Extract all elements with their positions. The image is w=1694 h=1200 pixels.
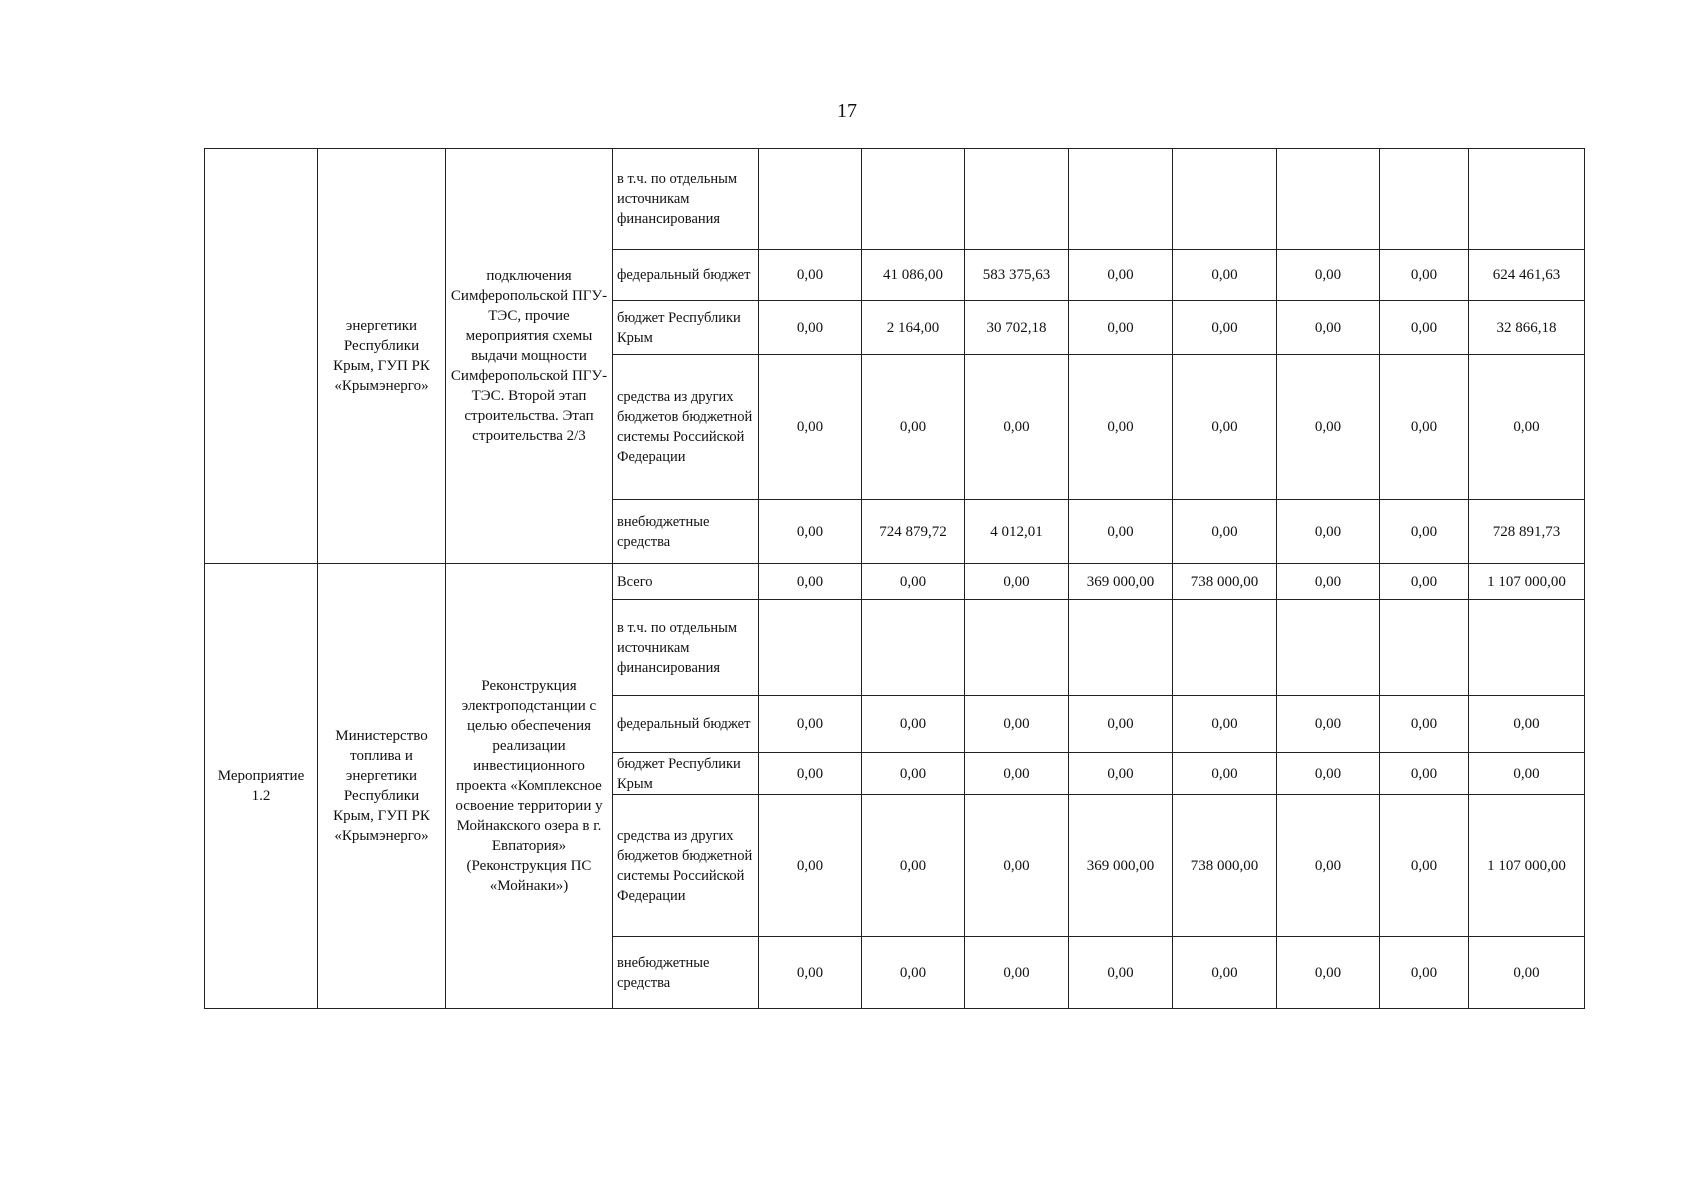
value-cell (1277, 149, 1380, 250)
value-cell: 738 000,00 (1173, 795, 1277, 937)
funding-source: внебюджетные средства (613, 937, 759, 1009)
value-cell: 0,00 (759, 696, 862, 753)
value-cell: 0,00 (862, 937, 965, 1009)
value-cell: 0,00 (1469, 937, 1585, 1009)
value-cell: 0,00 (1380, 937, 1469, 1009)
value-cell: 0,00 (1277, 795, 1380, 937)
value-cell: 0,00 (1277, 564, 1380, 600)
funding-source: федеральный бюджет (613, 250, 759, 301)
value-cell: 2 164,00 (862, 301, 965, 355)
value-cell: 0,00 (1277, 500, 1380, 564)
value-cell: 0,00 (1380, 753, 1469, 795)
value-cell: 369 000,00 (1069, 795, 1173, 937)
value-cell: 0,00 (1277, 937, 1380, 1009)
measure-cell: Мероприятие 1.2 (205, 564, 318, 1009)
value-cell: 724 879,72 (862, 500, 965, 564)
funding-source: средства из других бюджетов бюджетной системы Российской Федерации (613, 795, 759, 937)
value-cell: 0,00 (1380, 795, 1469, 937)
value-cell (1069, 600, 1173, 696)
value-cell: 0,00 (1173, 355, 1277, 500)
funding-source: в т.ч. по отдельным источникам финансирования (613, 600, 759, 696)
value-cell: 0,00 (965, 696, 1069, 753)
funding-source: федеральный бюджет (613, 696, 759, 753)
value-cell: 0,00 (1277, 696, 1380, 753)
value-cell: 0,00 (1380, 355, 1469, 500)
value-cell: 0,00 (1173, 500, 1277, 564)
value-cell: 0,00 (1380, 564, 1469, 600)
value-cell: 0,00 (1380, 250, 1469, 301)
value-cell: 0,00 (1380, 301, 1469, 355)
value-cell (1469, 149, 1585, 250)
value-cell (1380, 149, 1469, 250)
value-cell: 0,00 (965, 564, 1069, 600)
value-cell: 0,00 (1173, 301, 1277, 355)
value-cell: 32 866,18 (1469, 301, 1585, 355)
value-cell (965, 600, 1069, 696)
executor-cell: энергетики Республики Крым, ГУП РК «Крымэнерго» (318, 149, 446, 564)
value-cell: 0,00 (862, 795, 965, 937)
value-cell: 0,00 (1069, 250, 1173, 301)
description-cell: Реконструкция электроподстанции с целью обеспечения реализации инвестиционного проекта «Комплексное освоение территории у Мойнакского озера в г. Евпатория» (Реконструкция ПС «Мойнаки») (446, 564, 613, 1009)
value-cell: 1 107 000,00 (1469, 795, 1585, 937)
description-cell: подключения Симферопольской ПГУ-ТЭС, прочие мероприятия схемы выдачи мощности Симферопольской ПГУ-ТЭС. Второй этап строительства. Этап строительства 2/3 (446, 149, 613, 564)
value-cell: 583 375,63 (965, 250, 1069, 301)
table-row (205, 564, 1585, 600)
executor-cell: Министерство топлива и энергетики Республики Крым, ГУП РК «Крымэнерго» (318, 564, 446, 1009)
funding-source: бюджет Республики Крым (613, 301, 759, 355)
value-cell: 0,00 (1277, 250, 1380, 301)
value-cell: 0,00 (759, 564, 862, 600)
value-cell: 0,00 (1069, 753, 1173, 795)
value-cell: 0,00 (759, 250, 862, 301)
value-cell (759, 149, 862, 250)
value-cell (759, 600, 862, 696)
value-cell: 0,00 (1380, 500, 1469, 564)
value-cell: 369 000,00 (1069, 564, 1173, 600)
value-cell: 1 107 000,00 (1469, 564, 1585, 600)
value-cell: 0,00 (1173, 753, 1277, 795)
value-cell (1380, 600, 1469, 696)
value-cell: 0,00 (1069, 696, 1173, 753)
value-cell: 0,00 (1277, 355, 1380, 500)
value-cell: 0,00 (1069, 301, 1173, 355)
value-cell: 0,00 (759, 937, 862, 1009)
value-cell: 0,00 (1173, 696, 1277, 753)
value-cell: 0,00 (759, 500, 862, 564)
value-cell (1469, 600, 1585, 696)
value-cell: 30 702,18 (965, 301, 1069, 355)
value-cell: 4 012,01 (965, 500, 1069, 564)
value-cell: 0,00 (965, 937, 1069, 1009)
value-cell (1069, 149, 1173, 250)
value-cell: 0,00 (862, 355, 965, 500)
funding-source: Всего (613, 564, 759, 600)
value-cell (862, 149, 965, 250)
budget-table (204, 148, 1585, 1009)
value-cell: 0,00 (1173, 250, 1277, 301)
funding-source: бюджет Республики Крым (613, 753, 759, 795)
value-cell (1173, 149, 1277, 250)
value-cell: 0,00 (965, 795, 1069, 937)
value-cell: 0,00 (1277, 301, 1380, 355)
value-cell: 0,00 (1173, 937, 1277, 1009)
value-cell: 0,00 (1380, 696, 1469, 753)
value-cell: 0,00 (759, 301, 862, 355)
value-cell (1277, 600, 1380, 696)
value-cell: 0,00 (759, 753, 862, 795)
measure-cell-empty (205, 149, 318, 564)
funding-source: внебюджетные средства (613, 500, 759, 564)
value-cell: 41 086,00 (862, 250, 965, 301)
page-number: 17 (837, 100, 857, 122)
value-cell: 728 891,73 (1469, 500, 1585, 564)
value-cell: 0,00 (1469, 753, 1585, 795)
table-row (205, 149, 1585, 250)
value-cell: 0,00 (965, 753, 1069, 795)
value-cell: 0,00 (1469, 696, 1585, 753)
value-cell: 0,00 (1069, 355, 1173, 500)
value-cell: 624 461,63 (1469, 250, 1585, 301)
value-cell: 738 000,00 (1173, 564, 1277, 600)
value-cell (965, 149, 1069, 250)
value-cell (1173, 600, 1277, 696)
funding-source: средства из других бюджетов бюджетной системы Российской Федерации (613, 355, 759, 500)
value-cell: 0,00 (1069, 937, 1173, 1009)
value-cell: 0,00 (862, 753, 965, 795)
value-cell (862, 600, 965, 696)
value-cell: 0,00 (1469, 355, 1585, 500)
value-cell: 0,00 (1069, 500, 1173, 564)
value-cell: 0,00 (862, 696, 965, 753)
value-cell: 0,00 (1277, 753, 1380, 795)
funding-source: в т.ч. по отдельным источникам финансирования (613, 149, 759, 250)
value-cell: 0,00 (862, 564, 965, 600)
value-cell: 0,00 (759, 355, 862, 500)
value-cell: 0,00 (965, 355, 1069, 500)
value-cell: 0,00 (759, 795, 862, 937)
